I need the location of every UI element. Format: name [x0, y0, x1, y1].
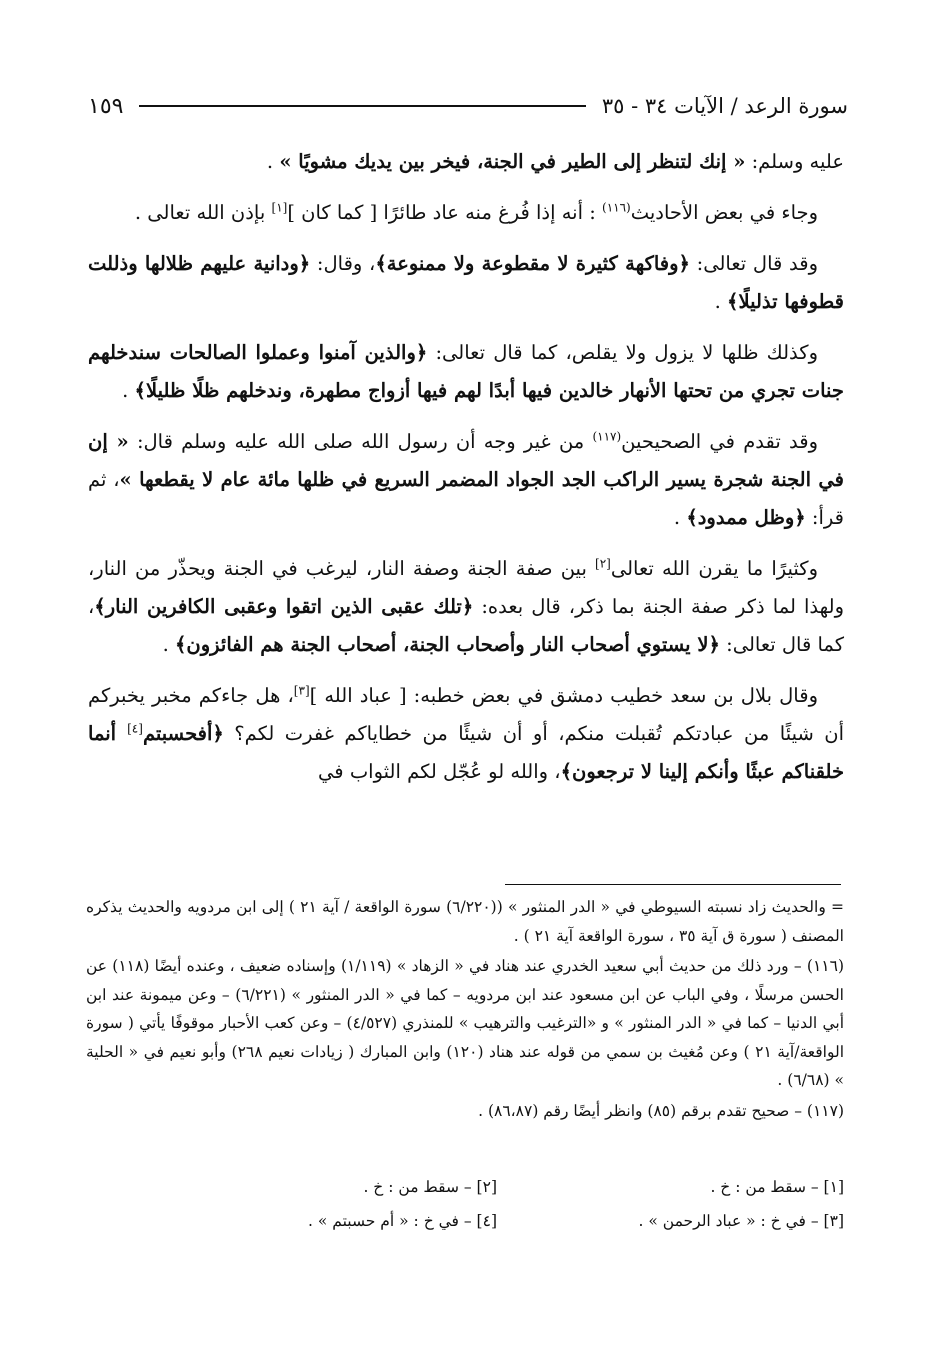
text-run: .	[714, 290, 728, 313]
text-run: ، وقال:	[310, 252, 376, 275]
paragraph-6	[88, 550, 844, 664]
text-run: .	[162, 633, 175, 656]
variant-note-2: [٢] – سقط من : خ .	[363, 1178, 497, 1196]
text-run: .	[673, 506, 687, 529]
text-run: وجاء في بعض الأحاديث	[630, 201, 818, 224]
quran-quote: ﴿ودانية عليهم ظلالها وذللت قطوفها تذليلًا﴾	[88, 252, 844, 313]
text-run: ، كما قال تعالى:	[88, 595, 844, 656]
text-run: وكذلك ظلها لا يزول ولا يقلص، كما قال تعالى:	[427, 341, 818, 364]
footnote-ref: (١١٧)	[592, 429, 622, 444]
footnote-continuation: = والحديث زاد نسبته السيوطي في « الدر المنثور » ((٦/٢٢٠) سورة الواقعة / آية ٢١ ) إلى ابن مردويه والحديث يذكره المصنف ( سورة ق آية ٣٥ ، سورة الواقعة آية ٢١ ) .	[86, 898, 844, 945]
text-run: بين صفة الجنة وصفة النار، ليرغب في الجنة ويحذّر من النار، ولهذا لما ذكر صفة الجنة بما ذكر، قال بعده:	[88, 557, 845, 618]
running-header	[88, 88, 848, 124]
footnote-116: (١١٦) – ورد ذلك من حديث أبي سعيد الخدري عند هناد في « الزهاد » (١/١١٩) وإسناده ضعيف ، وعنده أيضًا (١١٨) عن الحسن مرسلًا ، وفي الباب عن ابن مسعود عند ابن مردويه – كما في « الدر المنثور » (٦/٢٢١) – وعن ميمونة عند ابن أبي الدنيا – كما في « الدر المنثور » و «الترغيب والترهيب » للمنذري (٤/٥٢٧) – وعن كعب الأحبار موقوفًا يأتي ( سورة الواقعة/آية ٢١ ) وعن مُغيث بن سمي من قوله عند هناد (١٢٠) وابن المبارك ( زيادات نعيم ٢٦٨) وأبو نعيم في « الحلية » (٦/٦٨) .	[86, 957, 845, 1089]
text-run: : أنه إذا فُرغ منه عاد طائرًا [ كما كان ]	[287, 201, 602, 224]
variant-ref: [١]	[271, 200, 288, 215]
quran-quote: ﴿تلك عقبى الذين اتقوا وعقبى الكافرين النار﴾	[94, 595, 474, 618]
footnote-ref: (١١٦)	[602, 200, 631, 215]
text-run: عليه وسلم:	[745, 150, 844, 173]
main-text	[88, 143, 844, 804]
hadith-quote: « إنك لتنظر إلى الطير في الجنة، فيخر بين يديك مشويًا »	[279, 150, 746, 173]
text-run: من غير وجه أن رسول الله صلى الله عليه وسلم قال:	[128, 430, 593, 453]
paragraph-2	[88, 194, 844, 232]
quran-quote: أنما خلقناكم عبثًا وأنكم إلينا لا ترجعون﴾	[88, 722, 844, 783]
footnote-117: (١١٧) – صحيح تقدم برقم (٨٥) وانظر أيضًا رقم (٨٦،٨٧) .	[478, 1101, 844, 1120]
text-run: وقال بلال بن سعد خطيب دمشق في بعض خطبه: [ عباد الله ]	[309, 684, 818, 707]
apparatus-row	[150, 1170, 844, 1204]
footnotes	[86, 893, 844, 1127]
text-run: بإذن الله تعالى .	[134, 201, 272, 224]
quran-quote: ﴿وفاكهة كثيرة لا مقطوعة ولا ممنوعة﴾	[375, 252, 690, 275]
quran-quote: ﴿والذين آمنوا وعملوا الصالحات سندخلهم جنات تجري من تحتها الأنهار خالدين فيها أبدًا لهم فيها أزواج مطهرة، وندخلهم ظلًا ظليلًا﴾	[88, 341, 844, 402]
variant-ref: [٢]	[595, 556, 611, 571]
header-rule	[139, 105, 585, 107]
paragraph-3	[88, 245, 844, 321]
text-run: ، والله لو عُجّل لكم الثواب في	[318, 760, 561, 783]
paragraph-7	[88, 677, 844, 791]
quran-quote: ﴿وظل ممدود﴾	[686, 506, 806, 529]
text-run: .	[122, 379, 135, 402]
variant-note-3: [٣] – في خ : « عباد الرحمن » .	[638, 1212, 844, 1230]
variant-ref: [٤]	[127, 721, 143, 736]
text-run: وقد تقدم في الصحيحين	[621, 430, 818, 453]
variant-ref: [٣]	[293, 683, 310, 698]
variant-note-4: [٤] – في خ : « أم حسبتم » .	[308, 1212, 497, 1230]
paragraph-4	[88, 334, 844, 410]
text-run: ، هل جاءكم مخبر يخبركم أن شيئًا من عبادتكم تُقبلت منكم، أو أن شيئًا من خطاياكم غفرت لكم؟	[88, 684, 844, 745]
text-run: وكثيرًا ما يقرن الله تعالى	[610, 557, 819, 580]
quran-quote: ﴿لا يستوي أصحاب النار وأصحاب الجنة، أصحاب الجنة هم الفائزون﴾	[174, 633, 720, 656]
footnote-rule	[505, 884, 841, 885]
apparatus-row	[150, 1204, 844, 1238]
variant-apparatus	[150, 1170, 844, 1238]
text-run: .	[266, 150, 280, 173]
text-run: وقد قال تعالى:	[689, 252, 819, 275]
hadith-quote: « إن في الجنة شجرة يسير الراكب الجد الجواد المضمر السريع في ظلها مائة عام لا يقطعها »	[88, 430, 844, 491]
quran-quote: ﴿أفحسبتم	[142, 722, 224, 745]
text-run: ، ثم قرأ:	[88, 468, 844, 529]
paragraph-5	[88, 423, 844, 537]
page-number: ١٥٩	[88, 93, 124, 119]
paragraph-1	[88, 143, 844, 181]
surah-title: سورة الرعد / الآيات ٣٤ - ٣٥	[601, 94, 848, 118]
variant-note-1: [١] – سقط من : خ .	[710, 1178, 844, 1196]
